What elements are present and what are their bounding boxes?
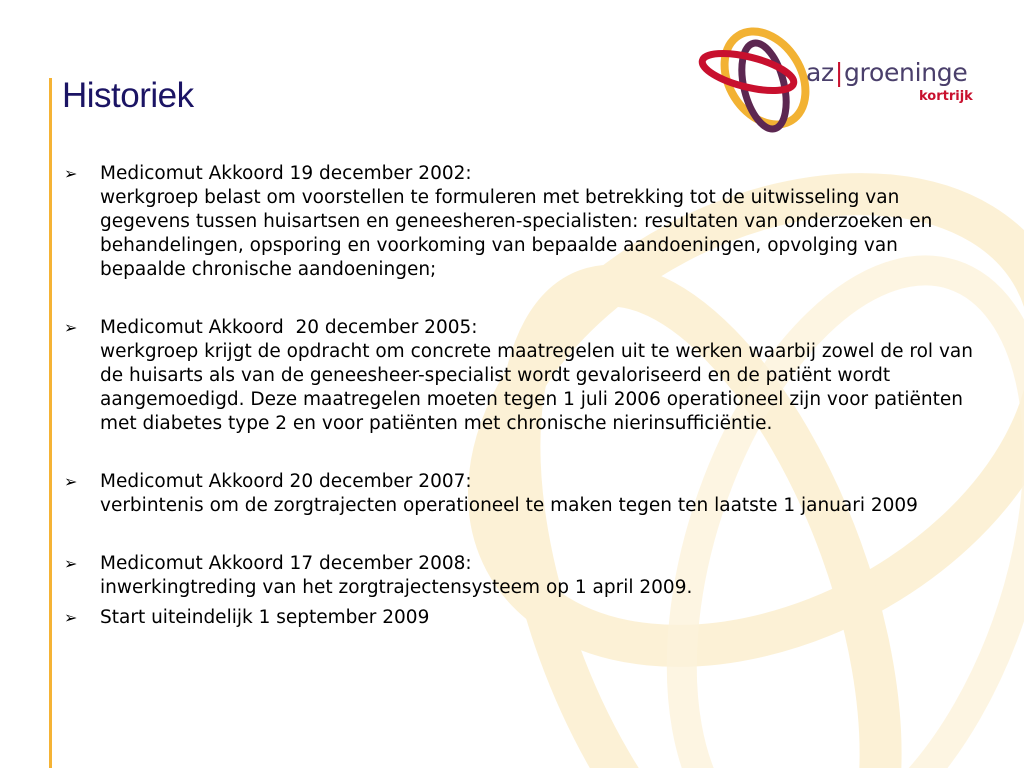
logo-subtitle: kortrijk [919, 89, 973, 104]
arrowhead-bullet-icon: ➢ [64, 164, 78, 183]
arrowhead-bullet-icon: ➢ [64, 472, 78, 491]
item-heading: Medicomut Akkoord 20 december 2005: [100, 317, 478, 338]
item-heading: Medicomut Akkoord 19 december 2002: [100, 163, 472, 184]
logo-az-text: az [806, 58, 834, 87]
item-body: werkgroep krijgt de opdracht om concrete maatregelen uit te werken waarbij zowel de rol van de huisarts als van de geneesheer-specialist wordt gevaloriseerd en de patiënt wordt aangemoedigd. Deze maatregelen moeten tegen 1 juli 2006 operationeel zijn voor patiënten met diabetes type 2 en voor patiënten met chronische nierinsufficiëntie. [100, 341, 973, 434]
item-heading: Medicomut Akkoord 20 december 2007: [100, 471, 472, 492]
list-item [64, 470, 979, 518]
accent-bar [49, 78, 52, 768]
bullet-list [64, 162, 979, 630]
page-title: Historiek [62, 76, 194, 115]
item-heading: Start uiteindelijk 1 september 2009 [100, 607, 430, 628]
list-item [64, 606, 979, 630]
arrowhead-bullet-icon: ➢ [64, 318, 78, 337]
logo-wordmark [806, 58, 967, 87]
list-item [64, 162, 979, 282]
logo-separator: | [834, 58, 843, 87]
arrowhead-bullet-icon: ➢ [64, 608, 78, 627]
arrowhead-bullet-icon: ➢ [64, 554, 78, 573]
list-item [64, 316, 979, 436]
bullet-list-container [64, 162, 979, 630]
logo-groeninge-text: groeninge [843, 58, 968, 87]
item-body: werkgroep belast om voorstellen te formuleren met betrekking tot de uitwisseling van gegevens tussen huisartsen en geneesheren-specialisten: resultaten van onderzoeken en behandelingen, opsporing en voorkoming van bepaalde aandoeningen, opvolging van bepaalde chronische aandoeningen; [100, 187, 933, 280]
item-body: verbintenis om de zorgtrajecten operationeel te maken tegen ten laatste 1 januari 2009 [100, 495, 918, 516]
item-body: inwerkingtreding van het zorgtrajectensysteem op 1 april 2009. [100, 577, 693, 598]
list-item [64, 552, 979, 600]
item-heading: Medicomut Akkoord 17 december 2008: [100, 553, 472, 574]
